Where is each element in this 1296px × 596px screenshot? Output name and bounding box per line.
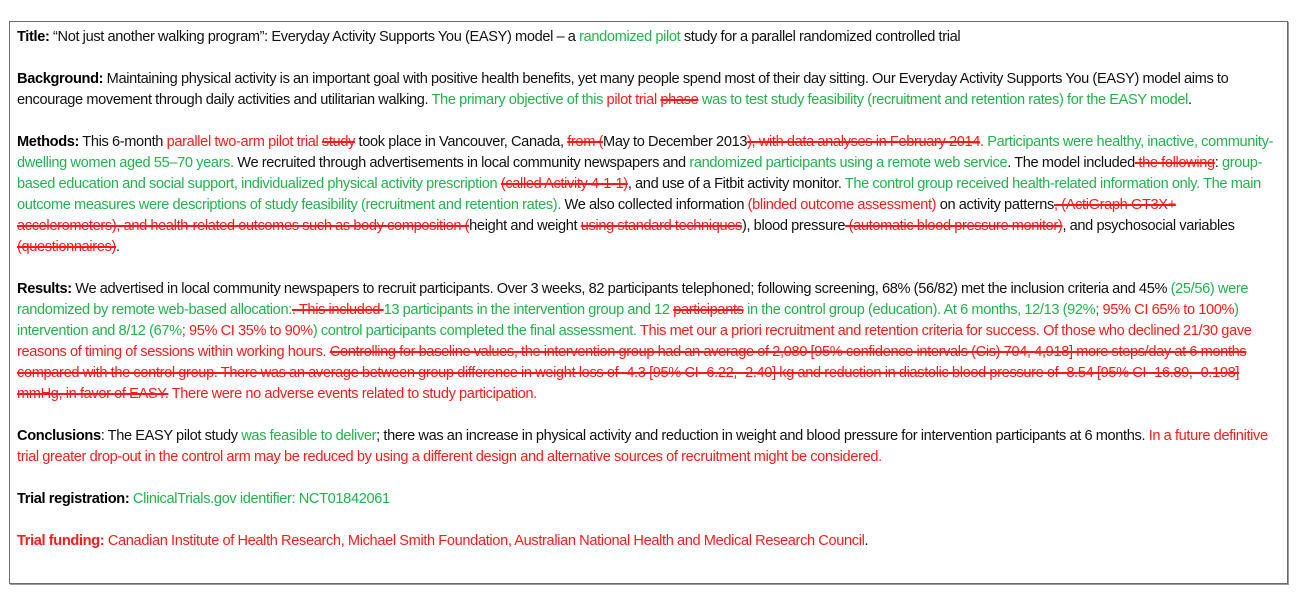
revised-text: Canadian Institute of Health Research, Michael Smith Foundation, Australian National Health and Medical Research Council: [104, 533, 865, 549]
added-text: randomized participants using a remote web service: [689, 155, 1008, 171]
section-conclusions: [17, 426, 1280, 468]
original-text: :: [1214, 155, 1222, 171]
original-text: : The EASY pilot study: [100, 428, 242, 444]
section-body: [17, 428, 1268, 465]
revised-text: There were no adverse events related to study participation.: [168, 386, 537, 402]
section-label: Results:: [17, 281, 72, 297]
original-text: We also collected information: [561, 197, 748, 213]
added-text: was feasible to deliver: [241, 428, 377, 444]
original-text: , and use of a Fitbit activity monitor.: [627, 176, 845, 192]
deleted-text: phase: [660, 92, 699, 108]
original-text: took place in Vancouver, Canada,: [355, 134, 568, 150]
revised-text: (blinded outcome assessment): [747, 197, 937, 213]
section-label: Trial funding:: [17, 533, 105, 549]
deleted-text: the following: [1134, 155, 1215, 171]
section-label: Background:: [17, 71, 104, 87]
original-text: .: [864, 533, 869, 549]
original-text: study for a parallel randomized controlled trial: [680, 29, 961, 45]
original-text: Maintaining physical activity is an important goal with positive health benefits, yet many people spend most of their day sitting. Our Everyday Activity Supports You (EASY) model aims to encourage movement through daily activities and utilitarian walking.: [17, 71, 1229, 108]
section-background: [17, 69, 1280, 111]
original-text: We recruited through advertisements in local community newspapers and: [233, 155, 690, 171]
original-text: on activity patterns: [936, 197, 1054, 213]
original-text: “Not just another walking program”: Everyday Activity Supports You (EASY) model – a: [49, 29, 580, 45]
deleted-text: , (ActiGraph GT3X+ accelerometers), and health-related outcomes such as body composition (: [17, 197, 1176, 234]
original-text: , and psychosocial variables: [1062, 218, 1235, 234]
revised-text: In a future definitive trial greater drop-out in the control arm may be reduced by using a different design and alternative sources of recruitment might be considered.: [17, 428, 1268, 465]
section-label: Conclusions: [17, 428, 101, 444]
added-text: was to test study feasibility (recruitment and retention rates) for the EASY model: [698, 92, 1189, 108]
added-text: 13 participants in the intervention group and 12: [383, 302, 674, 318]
revised-text: ; 95% CI 35% to 90%: [181, 323, 313, 339]
deleted-text: (questionnaires): [17, 239, 117, 255]
revised-text: ; 95% CI 65% to 100%: [1095, 302, 1235, 318]
original-text: We advertised in local community newspapers to recruit participants. Over 3 weeks, 82 participants telephoned; following screening, 68% (56/82) met the inclusion criteria and 45%: [71, 281, 1171, 297]
original-text: . The model included: [1007, 155, 1135, 171]
revised-text: .: [980, 134, 984, 150]
section-label: Title:: [17, 29, 50, 45]
original-text: height and weight: [469, 218, 581, 234]
original-text: May to December 2013: [603, 134, 748, 150]
deleted-text: . This included: [291, 302, 384, 318]
section-body: [104, 533, 868, 549]
section-body: [17, 71, 1228, 108]
revised-text: pilot trial: [606, 92, 657, 108]
original-text: .: [1188, 92, 1192, 108]
added-text: ) intervention and 8/12 (67%: [17, 302, 1239, 339]
section-methods: [17, 132, 1280, 258]
added-text: Participants were healthy, inactive, community-dwelling women aged 55–70 years.: [17, 134, 1274, 171]
revised-text: parallel two-arm pilot trial: [166, 134, 319, 150]
added-text: (25/56) were randomized by remote web-based allocation:: [17, 281, 1249, 318]
deleted-text: Controlling for baseline values, the intervention group had an average of 2,080 [95% confidence intervals (Cis) 704, 4,918] more steps/day at 6 months compared with the control group. There was an average between group difference in weight loss of -4.3 [95% CI -6.22, -2.40] kg and reduction in diastolic blood pressure of -8.54 [95% CI -16.89, -0.198] mmHg, in favor of EASY.: [17, 344, 1247, 402]
original-text: ), blood pressure: [741, 218, 846, 234]
deleted-text: from (: [567, 134, 604, 150]
section-body: [129, 491, 389, 507]
section-label: Methods:: [17, 134, 80, 150]
section-body: [50, 29, 961, 45]
added-text: randomized pilot: [579, 29, 681, 45]
section-trial-registration: [17, 489, 1280, 510]
deleted-text: ), with data analyses in February 2014: [747, 134, 981, 150]
deleted-text: using standard techniques: [580, 218, 742, 234]
added-text: The primary objective of this: [431, 92, 607, 108]
deleted-text: (automatic blood pressure monitor): [845, 218, 1063, 234]
original-text: ; there was an increase in physical activity and reduction in weight and blood pressure for intervention participants at 6 months.: [376, 428, 1149, 444]
added-text: ) control participants completed the final assessment.: [312, 323, 637, 339]
section-results: [17, 279, 1280, 405]
section-body: [17, 134, 1273, 255]
abstract-box: [9, 21, 1288, 584]
original-text: This 6-month: [79, 134, 167, 150]
added-text: group-based education and social support, individualized physical activity prescription: [17, 155, 1263, 192]
section-label: Trial registration:: [17, 491, 130, 507]
section-body: [17, 281, 1252, 402]
added-text: in the control group (education). At 6 months, 12/13 (92%: [743, 302, 1096, 318]
section-title: [17, 27, 1280, 48]
section-trial-funding: [17, 531, 1280, 552]
revised-text: This met our a priori recruitment and retention criteria for success. Of those who declined 21/30 gave reasons of timing of sessions within working hours.: [17, 323, 1252, 360]
original-text: .: [116, 239, 120, 255]
deleted-text: (called Activity 4-1-1): [500, 176, 628, 192]
added-text: The control group received health-related information only. The main outcome measures were descriptions of study feasibility (recruitment and retention rates).: [17, 176, 1261, 213]
deleted-text: participants: [673, 302, 744, 318]
added-text: ClinicalTrials.gov identifier: NCT01842061: [132, 491, 390, 507]
deleted-text: study: [321, 134, 356, 150]
